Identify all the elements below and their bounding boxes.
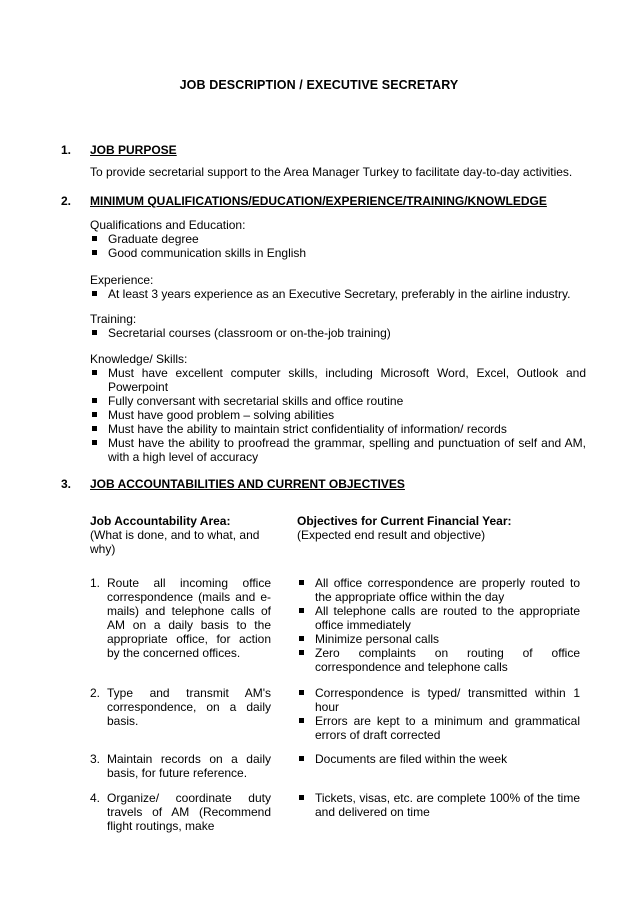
objectives-list-3 xyxy=(297,752,580,766)
knowledge-list xyxy=(90,366,586,464)
accountability-item-3 xyxy=(90,752,271,780)
knowledge-label: Knowledge/ Skills: xyxy=(90,352,188,366)
item-number: 4. xyxy=(90,791,101,805)
training-list xyxy=(90,326,586,340)
accountability-item-4 xyxy=(90,791,271,833)
objectives-list-2 xyxy=(297,686,580,742)
list-item: Fully conversant with secretarial skills and office routine xyxy=(90,394,586,408)
qualifications-list xyxy=(90,232,586,260)
objectives-column-header xyxy=(297,514,587,542)
list-item: Must have good problem – solving abilities xyxy=(90,408,586,422)
experience-label: Experience: xyxy=(90,273,154,287)
item-text: Type and transmit AM's correspondence, on a daily basis. xyxy=(107,686,271,728)
list-item: All telephone calls are routed to the appropriate office immediately xyxy=(297,604,580,632)
objectives-list-4 xyxy=(297,791,580,819)
section-1-heading: JOB PURPOSE xyxy=(90,143,177,157)
list-item: Graduate degree xyxy=(90,232,586,246)
accountability-column-subtitle: (What is done, and to what, and why) xyxy=(90,528,260,556)
section-3-heading: JOB ACCOUNTABILITIES AND CURRENT OBJECTIVES xyxy=(90,477,405,491)
accountability-column-title: Job Accountability Area: xyxy=(90,514,231,528)
list-item: Tickets, visas, etc. are complete 100% of the time and delivered on time xyxy=(297,791,580,819)
item-text: Maintain records on a daily basis, for future reference. xyxy=(107,752,271,780)
list-item: Documents are filed within the week xyxy=(297,752,580,766)
list-item: All office correspondence are properly routed to the appropriate office within the day xyxy=(297,576,580,604)
objectives-list-1 xyxy=(297,576,580,674)
section-1-number: 1. xyxy=(61,143,72,157)
list-item: Must have excellent computer skills, including Microsoft Word, Excel, Outlook and Powerpoint xyxy=(90,366,586,394)
list-item: Must have the ability to maintain strict confidentiality of information/ records xyxy=(90,422,586,436)
list-item: Zero complaints on routing of office correspondence and telephone calls xyxy=(297,646,580,674)
section-2-heading: MINIMUM QUALIFICATIONS/EDUCATION/EXPERIENCE/TRAINING/KNOWLEDGE xyxy=(90,194,547,208)
objectives-column-title: Objectives for Current Financial Year: xyxy=(297,514,512,528)
item-number: 3. xyxy=(90,752,101,766)
accountability-item-1 xyxy=(90,576,271,660)
experience-list xyxy=(90,287,586,301)
section-3-number: 3. xyxy=(61,477,72,491)
list-item: Good communication skills in English xyxy=(90,246,586,260)
document-title: JOB DESCRIPTION / EXECUTIVE SECRETARY xyxy=(179,78,459,92)
qualifications-label: Qualifications and Education: xyxy=(90,218,246,232)
list-item: At least 3 years experience as an Executive Secretary, preferably in the airline industry. xyxy=(90,287,586,301)
list-item: Errors are kept to a minimum and grammatical errors of draft corrected xyxy=(297,714,580,742)
list-item: Must have the ability to proofread the grammar, spelling and punctuation of self and AM, with a high level of accuracy xyxy=(90,436,586,464)
list-item: Minimize personal calls xyxy=(297,632,580,646)
item-text: Route all incoming office correspondence (mails and e-mails) and telephone calls of AM on a daily basis to the appropriate office, for action by the concerned offices. xyxy=(107,576,271,660)
list-item: Correspondence is typed/ transmitted within 1 hour xyxy=(297,686,580,714)
list-item: Secretarial courses (classroom or on-the-job training) xyxy=(90,326,586,340)
item-number: 1. xyxy=(90,576,101,590)
item-text: Organize/ coordinate duty travels of AM (Recommend flight routings, make xyxy=(107,791,271,833)
accountability-column-header xyxy=(90,514,270,556)
accountability-item-2 xyxy=(90,686,271,728)
training-label: Training: xyxy=(90,312,137,326)
item-number: 2. xyxy=(90,686,101,700)
job-purpose-text: To provide secretarial support to the Area Manager Turkey to facilitate day-to-day activities. xyxy=(90,165,573,179)
section-2-number: 2. xyxy=(61,194,72,208)
objectives-column-subtitle: (Expected end result and objective) xyxy=(297,528,486,542)
